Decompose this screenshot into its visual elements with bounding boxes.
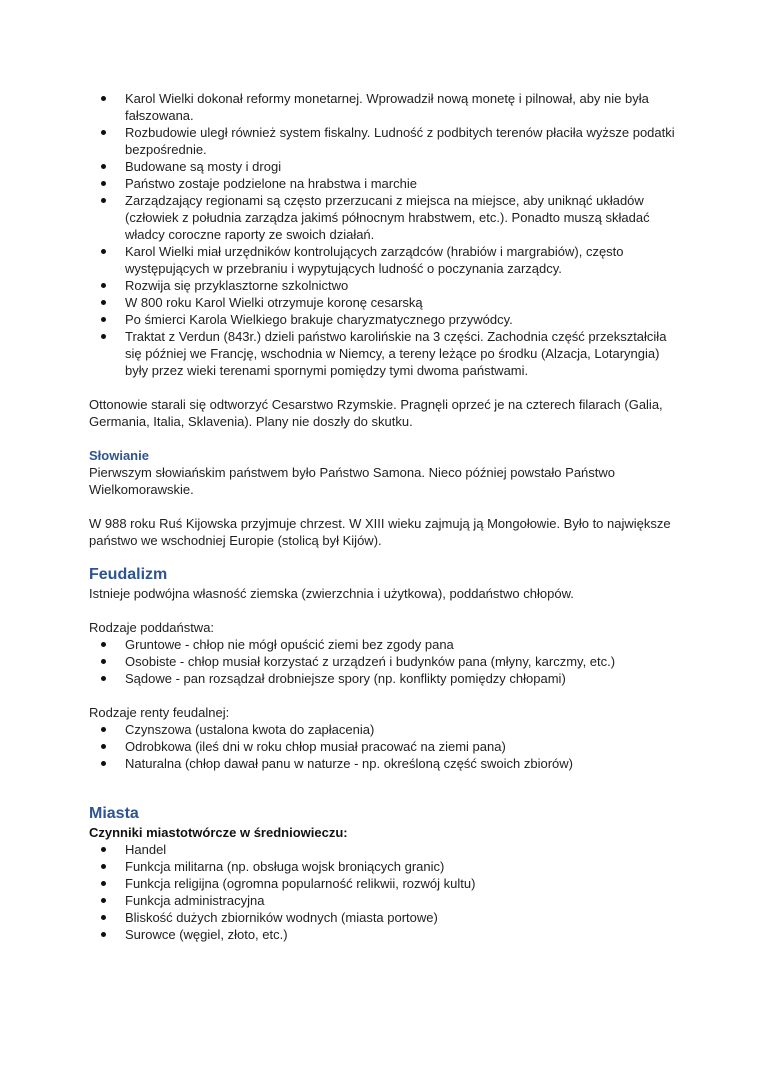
list-item: W 800 roku Karol Wielki otrzymuje koronę cesarską <box>89 294 679 311</box>
list-item: Karol Wielki dokonał reformy monetarnej. Wprowadził nową monetę i pilnował, aby nie była fałszowana. <box>89 90 679 124</box>
page-content <box>89 90 679 943</box>
list-item: Funkcja religijna (ogromna popularność relikwii, rozwój kultu) <box>89 875 679 892</box>
bullet-icon <box>101 334 106 339</box>
list-item: Traktat z Verdun (843r.) dzieli państwo karolińskie na 3 części. Zachodnia część przekształciła się później we Francję, wschodnia w Niemcy, a tereny leżące po środku (Alzacja, Lotaryngia) były przez wieki terenami spornymi pomiędzy tymi dwoma państwami. <box>89 328 679 379</box>
list-item: Rozwija się przyklasztorne szkolnictwo <box>89 277 679 294</box>
bullet-icon <box>101 915 106 920</box>
renty-list <box>89 721 679 772</box>
list-item: Budowane są mosty i drogi <box>89 158 679 175</box>
list-item: Funkcja administracyjna <box>89 892 679 909</box>
bullet-icon <box>101 727 106 732</box>
renty-label: Rodzaje renty feudalnej: <box>89 705 230 720</box>
bullet-icon <box>101 932 106 937</box>
list-item: Po śmierci Karola Wielkiego brakuje charyzmatycznego przywódcy. <box>89 311 679 328</box>
bullet-icon <box>101 642 106 647</box>
list-item: Surowce (węgiel, złoto, etc.) <box>89 926 679 943</box>
list-item: Naturalna (chłop dawał panu w naturze - np. określoną część swoich zbiorów) <box>89 755 679 772</box>
list-item: Czynszowa (ustalona kwota do zapłacenia) <box>89 721 679 738</box>
bullet-icon <box>101 898 106 903</box>
slowianie-paragraph-1: Pierwszym słowiańskim państwem było Państwo Samona. Nieco później powstało Państwo Wielkomorawskie. <box>89 465 616 497</box>
list-item: Sądowe - pan rozsądzał drobniejsze spory (np. konflikty pomiędzy chłopami) <box>89 670 679 687</box>
list-item: Zarządzający regionami są często przerzucani z miejsca na miejsce, aby uniknąć układów (człowiek z południa zarządza jakimś północnym hrabstwem, etc.). Ponadto muszą składać władcy coroczne raporty ze swoich działań. <box>89 192 679 243</box>
poddanstwa-list <box>89 636 679 687</box>
bullet-icon <box>101 659 106 664</box>
list-item: Karol Wielki miał urzędników kontrolujących zarządców (hrabiów i margrabiów), często występujących w przebraniu i wypytujących ludność o poczynania zarządcy. <box>89 243 679 277</box>
slowianie-heading: Słowianie <box>89 448 149 463</box>
bullet-icon <box>101 881 106 886</box>
bullet-icon <box>101 847 106 852</box>
list-item: Osobiste - chłop musiał korzystać z urządzeń i budynków pana (młyny, karczmy, etc.) <box>89 653 679 670</box>
bullet-icon <box>101 198 106 203</box>
list-item: Gruntowe - chłop nie mógł opuścić ziemi bez zgody pana <box>89 636 679 653</box>
feudalizm-intro: Istnieje podwójna własność ziemska (zwierzchnia i użytkowa), poddaństwo chłopów. <box>89 586 574 601</box>
bullet-icon <box>101 164 106 169</box>
miasta-heading: Miasta <box>89 805 139 822</box>
list-item: Handel <box>89 841 679 858</box>
karol-wielki-list <box>89 90 679 379</box>
miasta-list <box>89 841 679 943</box>
feudalizm-heading: Feudalizm <box>89 566 168 583</box>
bullet-icon <box>101 676 106 681</box>
list-item: Bliskość dużych zbiorników wodnych (miasta portowe) <box>89 909 679 926</box>
miasta-subheading: Czynniki miastotwórcze w średniowieczu: <box>89 825 348 840</box>
list-item: Rozbudowie uległ również system fiskalny. Ludność z podbitych terenów płaciła wyższe podatki bezpośrednie. <box>89 124 679 158</box>
list-item: Odrobkowa (ileś dni w roku chłop musiał pracować na ziemi pana) <box>89 738 679 755</box>
bullet-icon <box>101 283 106 288</box>
list-item: Państwo zostaje podzielone na hrabstwa i marchie <box>89 175 679 192</box>
bullet-icon <box>101 864 106 869</box>
bullet-icon <box>101 300 106 305</box>
poddanstwa-label: Rodzaje poddaństwa: <box>89 620 215 635</box>
bullet-icon <box>101 130 106 135</box>
bullet-icon <box>101 181 106 186</box>
bullet-icon <box>101 761 106 766</box>
ottonowie-paragraph: Ottonowie starali się odtworzyć Cesarstwo Rzymskie. Pragnęli oprzeć je na czterech filarach (Galia, Germania, Italia, Sklavenia). Plany nie doszły do skutku. <box>89 397 663 429</box>
slowianie-paragraph-2: W 988 roku Ruś Kijowska przyjmuje chrzest. W XIII wieku zajmują ją Mongołowie. Było to największe państwo we wschodniej Europie (stolicą był Kijów). <box>89 516 671 548</box>
bullet-icon <box>101 96 106 101</box>
bullet-icon <box>101 317 106 322</box>
bullet-icon <box>101 249 106 254</box>
list-item: Funkcja militarna (np. obsługa wojsk broniących granic) <box>89 858 679 875</box>
bullet-icon <box>101 744 106 749</box>
